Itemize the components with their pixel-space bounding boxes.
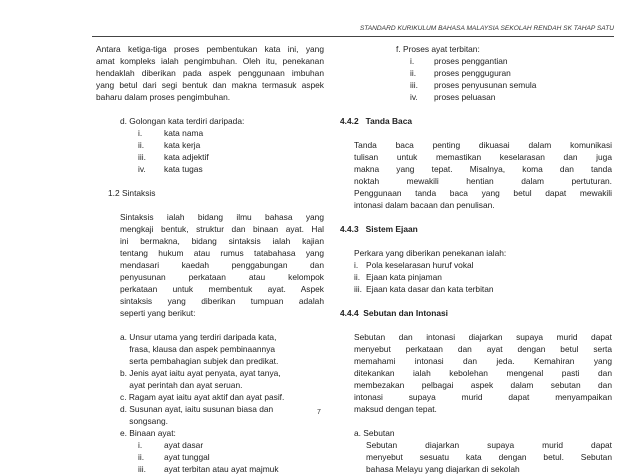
page-number: 7 [317,409,321,416]
list-item [138,439,324,451]
item-number: ii. [410,68,417,78]
list-item [138,163,324,175]
text-line: bahasa Melayu yang diajarkan di sekolah [366,464,520,474]
text-line: Antara ketiga-tiga proses pembentukan kata ini, yang [96,44,324,54]
list-item [138,451,324,463]
sebutan-intonasi-body [340,331,612,415]
sebutan-subbody [354,439,612,475]
text-line: maksud dengan tepat. [354,404,437,414]
section-number: 4.4.2 [340,116,359,126]
text-line: mengkaji bentuk, struktur dan binaan ayat. Hal [120,224,324,234]
item-number: iii. [354,284,362,294]
list-item [410,67,614,79]
section-4-4-3-heading [340,223,614,235]
list-item [138,127,324,139]
list-item [354,271,614,283]
section-4-4-4-heading [340,307,614,319]
list-item [354,259,614,271]
list-item [410,55,614,67]
text-line: penyusunan perkataan atau kelompok [120,272,324,282]
text-line: e. Binaan ayat: [120,428,176,438]
list-item [120,367,324,391]
text-line: Tanda baca penting dikuasai dalam komunikasi [354,140,612,150]
list-item [138,151,324,163]
text-line: Sebutan dan intonasi diajarkan supaya murid dapat [354,332,612,342]
header-rule [92,36,614,37]
item-text: ayat tunggal [164,452,210,462]
text-line: mendasari kaedah penggabungan dan [120,260,324,270]
item-number: iv. [410,92,418,102]
text-line: Sintaksis ialah bidang ilmu bahasa yang [120,212,324,222]
text-line: ini bermakna, bidang sintaksis ialah kajian [120,236,324,246]
list-item [120,391,324,403]
tanda-baca-body [340,139,612,211]
text-line: makna yang tepat. Misalnya, koma dan tanda [354,164,612,174]
golongan-kata-section [96,115,324,175]
text-line: ayat perintah dan ayat seruan. [120,380,243,390]
item-text: Pola keselarasan huruf vokal [366,260,474,270]
section-title: Sebutan dan Intonasi [363,308,448,318]
item-text: proses peluasan [434,92,496,102]
item-number: iii. [138,464,146,474]
text-line: a. Unsur utama yang terdiri daripada kata, [120,332,277,342]
item-text: proses penggantian [434,56,508,66]
item-text: ayat terbitan atau ayat majmuk [164,464,279,474]
item-number: iii. [410,80,418,90]
text-line: d. Susunan ayat, iaitu susunan biasa dan [120,404,274,414]
text-line: menyebut perkataan dan ayat dengan betul serta [354,344,612,354]
item-number: ii. [354,272,361,282]
text-line: c. Ragam ayat iaitu ayat aktif dan ayat pasif. [120,392,285,402]
item-text: kata nama [164,128,204,138]
section-number: 4.4.3 [340,224,359,234]
item-text: proses pengguguran [434,68,511,78]
item-number: ii. [138,452,145,462]
text-line: yang betul dari segi bentuk dan makna termasuk aspek [96,80,324,90]
text-line: songsang. [120,416,168,426]
sintaksis-list [96,331,324,439]
item-number: iv. [138,164,146,174]
item-number: ii. [138,140,145,150]
ejaan-intro: Perkara yang diberikan penekanan ialah: [354,248,507,258]
item-text: proses penyusunan semula [434,80,537,90]
text-line: intonasi dalam bacaan dan penulisan. [354,200,495,210]
text-line: tulisan untuk memastikan keselarasan dan juga [354,152,612,162]
item-text: ayat dasar [164,440,204,450]
text-line: ditekankan ialah kebolehan mengenal pasti dan [354,368,612,378]
item-text: kata tugas [164,164,203,174]
section-4-4-2-heading [340,115,614,127]
text-line: frasa, klausa dan aspek pembinaannya [120,344,276,354]
list-item [120,331,324,367]
text-line: memahami intonasi dan jeda. Kemahiran yang [354,356,612,366]
sebutan-subheading: a. Sebutan [354,428,395,438]
item-text: Ejaan kata pinjaman [366,272,442,282]
item-number: i. [138,440,143,450]
section-title: Tanda Baca [365,116,413,126]
text-line: menyebut sesuatu kata dengan betul. Sebutan [366,452,612,462]
sintaksis-heading: 1.2 Sintaksis [108,188,156,198]
item-text: Ejaan kata dasar dan kata terbitan [366,284,494,294]
binaan-list [96,439,324,475]
item-number: i. [138,128,143,138]
list-item [120,427,324,439]
list-item [410,91,614,103]
item-text: kata adjektif [164,152,209,162]
section-title: Sistem Ejaan [365,224,418,234]
list-item [410,79,614,91]
text-line: baharu dalam proses pengimbuhan. [96,92,231,102]
golongan-heading: d. Golongan kata terdiri daripada: [120,116,245,126]
list-item [138,139,324,151]
sintaksis-body [96,211,324,319]
item-number: i. [354,260,359,270]
proses-heading: f. Proses ayat terbitan: [396,44,480,54]
list-item [354,283,614,295]
text-line: seperti yang berikut: [120,308,196,318]
proses-section [340,43,614,103]
item-text: kata kerja [164,140,201,150]
text-line: membezakan pelbagai aspek dalam sebutan dan [354,380,612,390]
text-line: b. Jenis ayat iaitu ayat penyata, ayat tanya, [120,368,281,378]
text-line: Sebutan diajarkan supaya murid dapat [366,440,612,450]
text-line: sintaksis yang diberikan tumpuan adalah [120,296,324,306]
text-line: intonasi supaya murid dapat menyampaikan [354,392,612,402]
section-number: 4.4.4 [340,308,359,318]
running-header: STANDARD KURIKULUM BAHASA MALAYSIA SEKOLAH RENDAH SK TAHAP SATU [359,25,614,32]
text-line: amat kompleks ialah pengimbuhan. Oleh itu, penekanan [96,56,324,66]
text-line: Penggunaan tanda baca yang betul dapat mewakili [354,188,612,198]
text-line: noktah mewakili hentian dalam pertuturan. [354,176,612,186]
list-item [138,463,324,475]
intro-paragraph [96,43,324,103]
text-line: perkataan untuk membentuk ayat. Aspek [120,284,324,294]
item-number: i. [410,56,415,66]
item-number: iii. [138,152,146,162]
text-line: hendaklah diberikan pada aspek penggunaan imbuhan [96,68,324,78]
text-line: serta pembahagian subjek dan predikat. [120,356,279,366]
text-line: tentang hukum atau rumus tatabahasa yang [120,248,324,258]
